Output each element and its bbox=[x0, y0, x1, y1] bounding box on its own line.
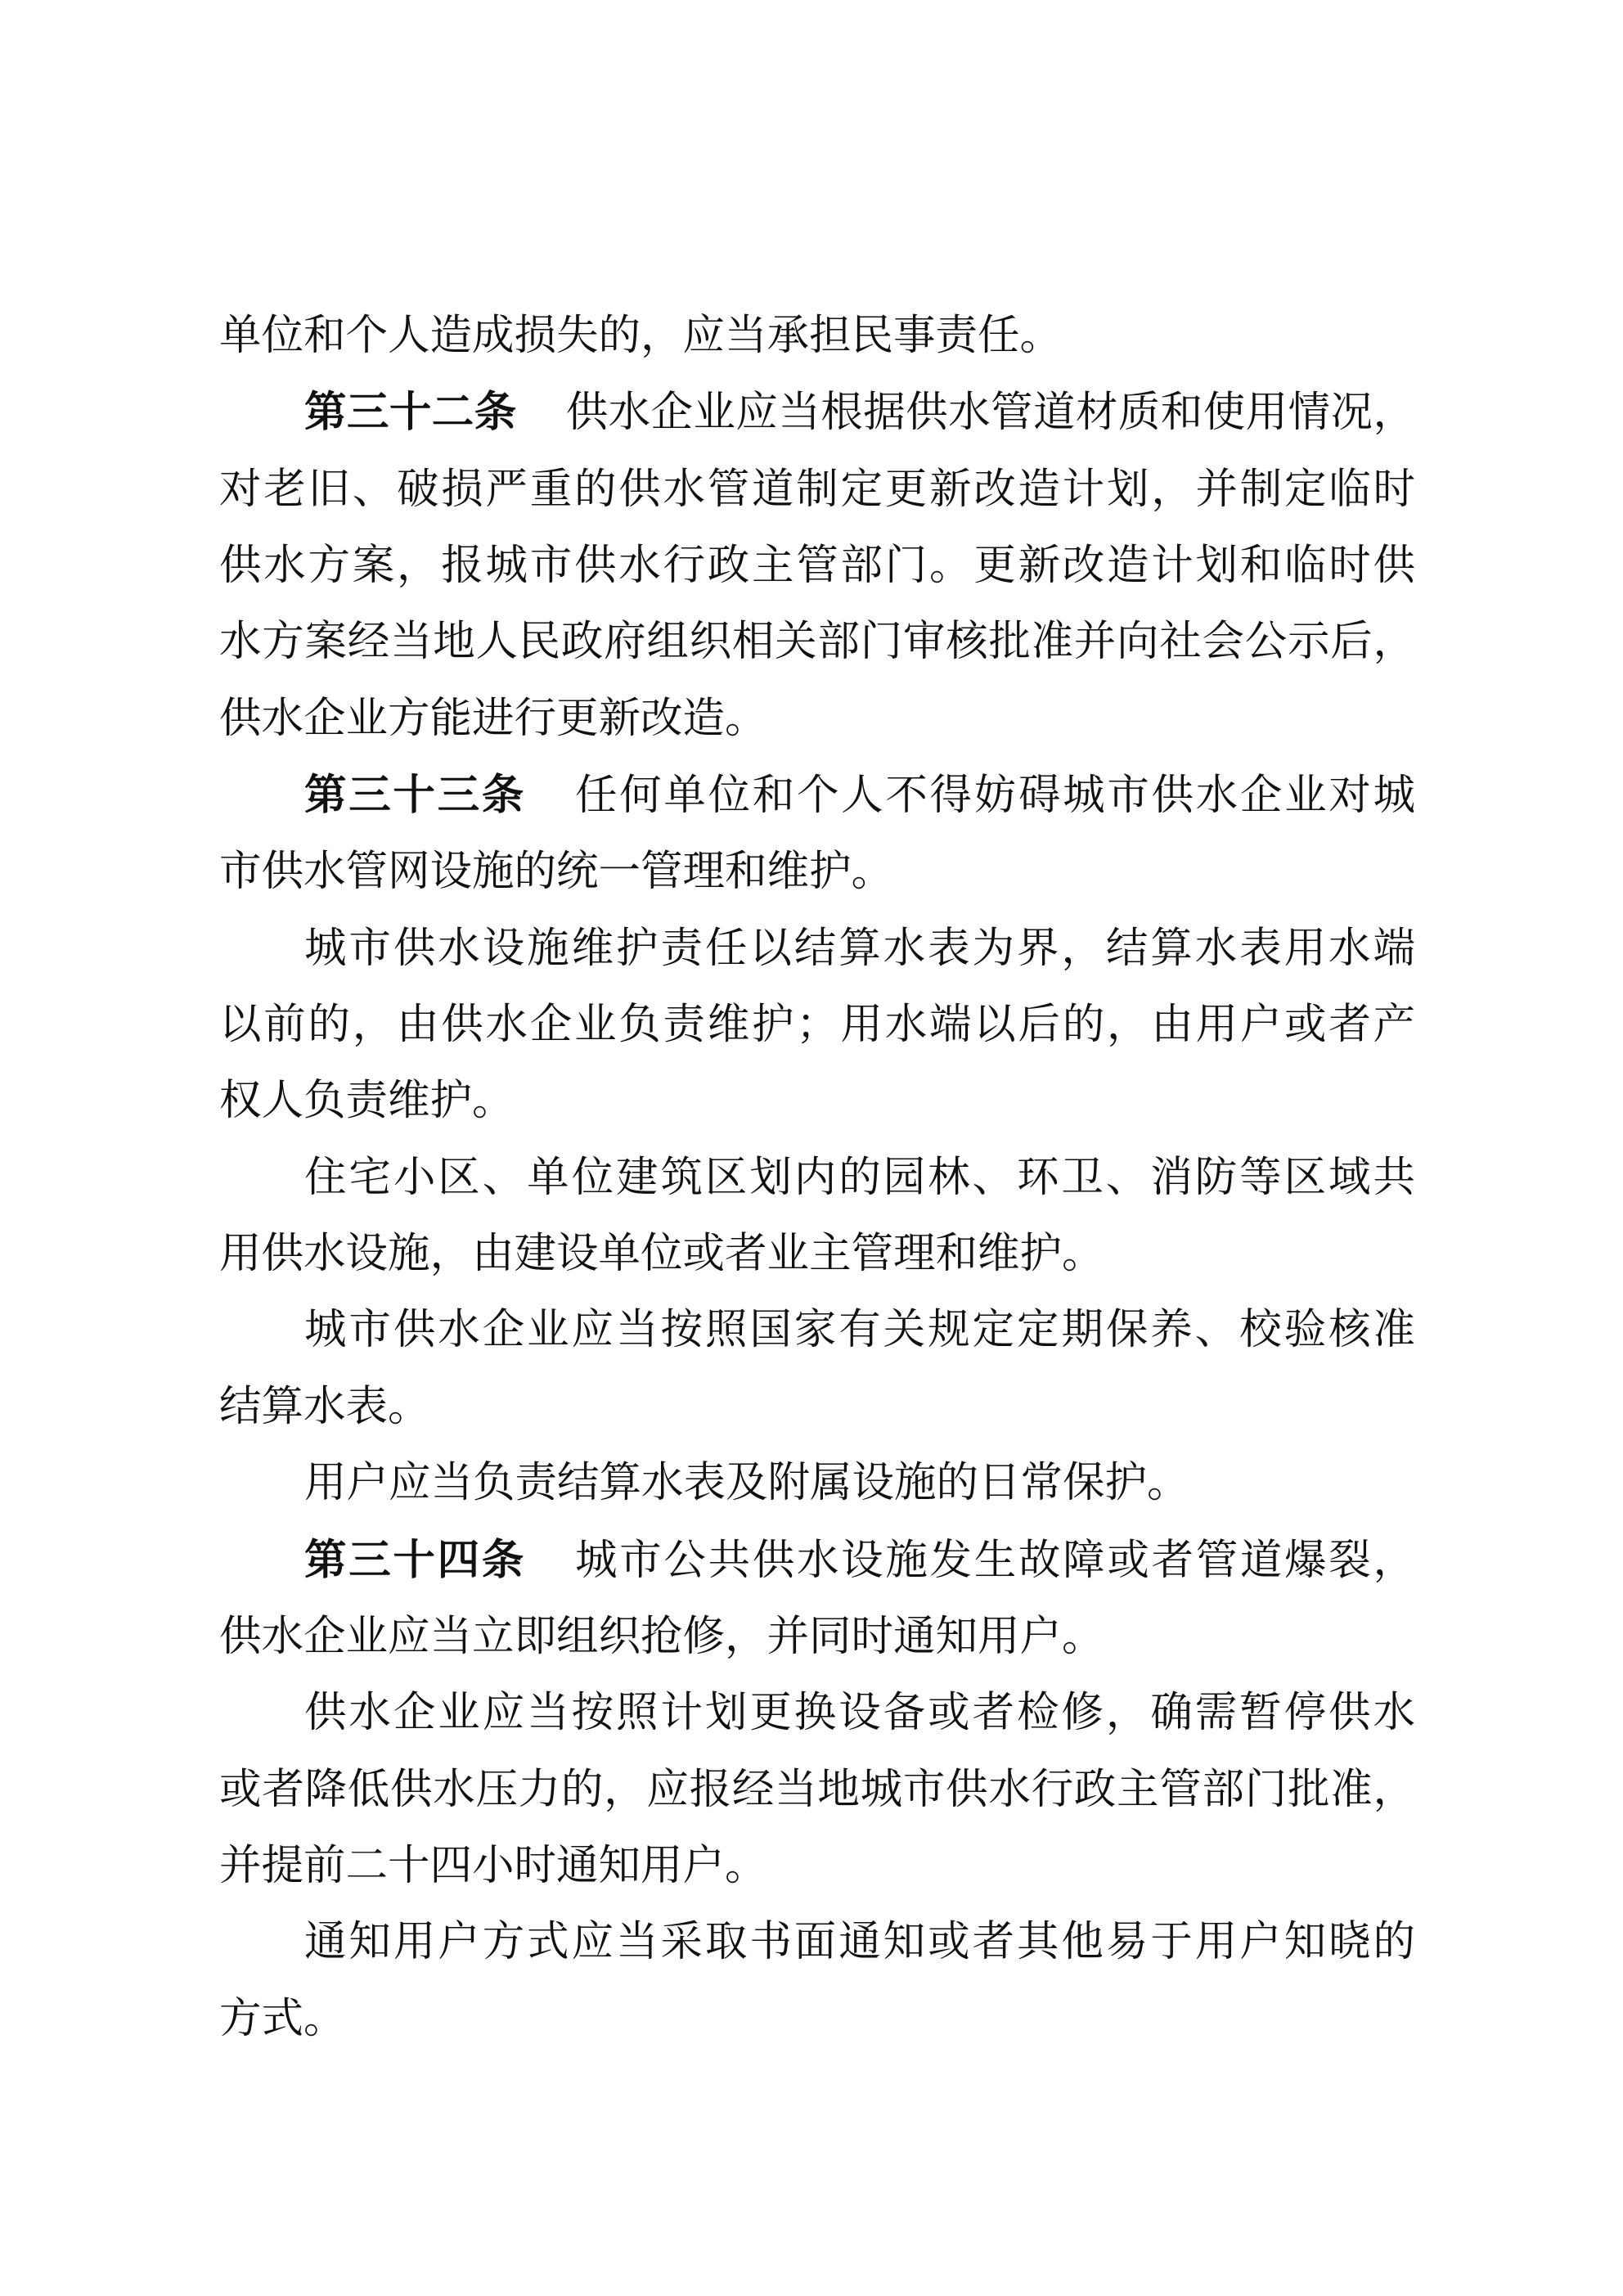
line-text: 用户应当负责结算水表及附属设施的日常保护。 bbox=[304, 1460, 1189, 1507]
text-line bbox=[219, 1216, 1415, 1292]
text-line bbox=[219, 1904, 1415, 1980]
article-number: 第三十四条 bbox=[304, 1535, 526, 1583]
text-line bbox=[219, 1828, 1415, 1904]
line-text: 单位和个人造成损失的，应当承担民事责任。 bbox=[219, 313, 1063, 359]
article-number: 第三十三条 bbox=[304, 771, 526, 819]
line-text: 方式。 bbox=[219, 1995, 346, 2042]
line-text: 住宅小区、单位建筑区划内的园林、环卫、消防等区域共 bbox=[304, 1154, 1415, 1201]
text-line bbox=[219, 298, 1415, 374]
line-text: 供水企业方能进行更新改造。 bbox=[219, 695, 767, 742]
document-body bbox=[219, 298, 1415, 2057]
line-text: 供水方案，报城市供水行政主管部门。更新改造计划和临时供 bbox=[219, 542, 1415, 590]
text-line bbox=[219, 1675, 1415, 1751]
text-line bbox=[219, 374, 1415, 451]
line-text: 城市供水企业应当按照国家有关规定定期保养、校验核准 bbox=[304, 1307, 1415, 1354]
line-text: 供水企业应当按照计划更换设备或者检修，确需暂停供水 bbox=[304, 1690, 1415, 1737]
text-line bbox=[219, 528, 1415, 604]
line-text: 或者降低供水压力的，应报经当地城市供水行政主管部门批准， bbox=[219, 1766, 1415, 1813]
text-line bbox=[219, 604, 1415, 680]
text-line bbox=[219, 1140, 1415, 1216]
text-line bbox=[219, 1063, 1415, 1139]
line-text: 权人负责维护。 bbox=[219, 1078, 515, 1125]
line-text: 城市供水设施维护责任以结算水表为界，结算水表用水端 bbox=[304, 925, 1415, 972]
line-text: 并提前二十四小时通知用户。 bbox=[219, 1842, 767, 1889]
text-line bbox=[219, 987, 1415, 1063]
line-text: 通知用户方式应当采取书面通知或者其他易于用户知晓的 bbox=[304, 1919, 1415, 1966]
text-line bbox=[219, 1522, 1415, 1599]
text-line bbox=[219, 757, 1415, 834]
text-line bbox=[219, 1599, 1415, 1675]
text-line bbox=[219, 681, 1415, 757]
line-text: 结算水表。 bbox=[219, 1383, 430, 1430]
text-line bbox=[219, 1752, 1415, 1828]
line-text: 城市公共供水设施发生故障或者管道爆裂， bbox=[574, 1537, 1415, 1584]
article-number: 第三十二条 bbox=[304, 388, 517, 436]
text-line bbox=[219, 834, 1415, 910]
line-text: 供水企业应当根据供水管道材质和使用情况， bbox=[565, 389, 1415, 437]
text-line bbox=[219, 1292, 1415, 1368]
line-text: 以前的，由供水企业负责维护；用水端以后的，由用户或者产 bbox=[219, 1002, 1415, 1049]
line-text: 市供水管网设施的统一管理和维护。 bbox=[219, 849, 894, 896]
text-line bbox=[219, 911, 1415, 987]
text-line bbox=[219, 1445, 1415, 1521]
text-line bbox=[219, 1981, 1415, 2057]
line-text: 用供水设施，由建设单位或者业主管理和维护。 bbox=[219, 1231, 1104, 1278]
text-line bbox=[219, 1369, 1415, 1445]
line-text: 水方案经当地人民政府组织相关部门审核批准并向社会公示后， bbox=[219, 619, 1415, 666]
line-text: 任何单位和个人不得妨碍城市供水企业对城 bbox=[574, 772, 1415, 820]
text-line bbox=[219, 452, 1415, 528]
line-text: 供水企业应当立即组织抢修，并同时通知用户。 bbox=[219, 1613, 1104, 1660]
line-text: 对老旧、破损严重的供水管道制定更新改造计划，并制定临时 bbox=[219, 466, 1415, 513]
